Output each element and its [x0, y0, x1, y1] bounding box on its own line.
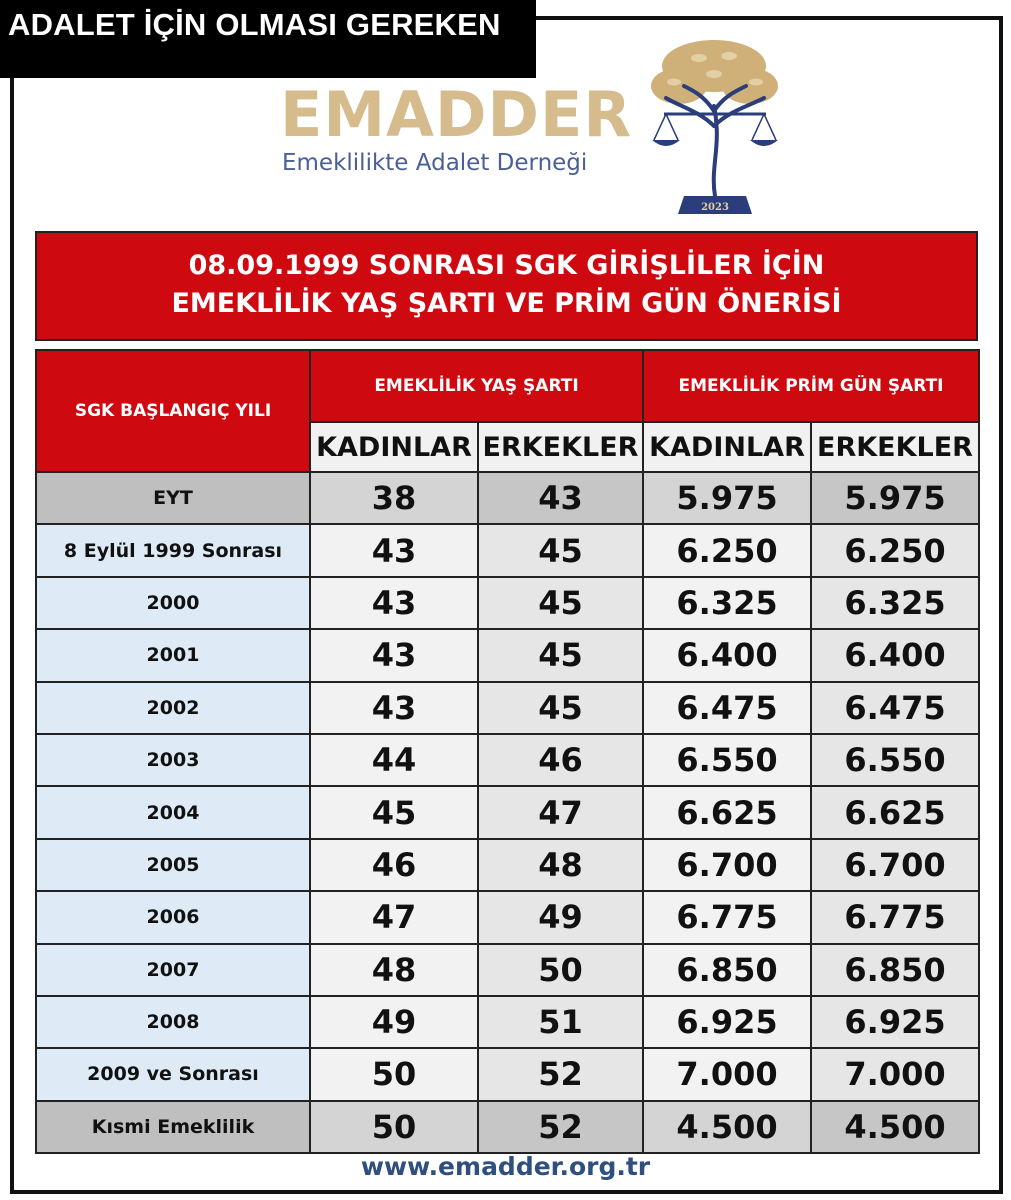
prim-women-cell: 6.400 [643, 629, 811, 681]
age-men-cell: 45 [478, 682, 643, 734]
table-row [36, 1101, 979, 1153]
prim-women-cell: 6.475 [643, 682, 811, 734]
age-men-cell: 47 [478, 786, 643, 838]
header-age: EMEKLİLİK YAŞ ŞARTI [310, 350, 643, 422]
age-men-cell: 43 [478, 472, 643, 524]
age-men-cell: 45 [478, 629, 643, 681]
table-row [36, 577, 979, 629]
prim-men-cell: 6.775 [811, 891, 979, 943]
year-cell: 2008 [36, 996, 310, 1048]
table-row [36, 786, 979, 838]
table-row [36, 1048, 979, 1100]
retirement-table [35, 349, 980, 1154]
logo-subtitle: Emeklilikte Adalet Derneği [282, 150, 588, 176]
year-cell: 8 Eylül 1999 Sonrası [36, 524, 310, 576]
header-year: SGK BAŞLANGIÇ YILI [36, 350, 310, 472]
prim-men-cell: 7.000 [811, 1048, 979, 1100]
age-men-cell: 49 [478, 891, 643, 943]
logo-name: EMADDER [280, 78, 633, 151]
title-box [35, 231, 978, 341]
prim-women-cell: 5.975 [643, 472, 811, 524]
prim-women-cell: 7.000 [643, 1048, 811, 1100]
table-row [36, 944, 979, 996]
title-line-1: 08.09.1999 SONRASI SGK GİRİŞLİLER İÇİN [188, 250, 825, 281]
year-cell: 2001 [36, 629, 310, 681]
age-women-cell: 38 [310, 472, 478, 524]
age-women-cell: 43 [310, 629, 478, 681]
age-men-cell: 50 [478, 944, 643, 996]
prim-men-cell: 6.400 [811, 629, 979, 681]
age-men-cell: 45 [478, 577, 643, 629]
age-women-cell: 44 [310, 734, 478, 786]
prim-women-cell: 6.925 [643, 996, 811, 1048]
year-cell: 2002 [36, 682, 310, 734]
prim-men-cell: 6.700 [811, 839, 979, 891]
table-row [36, 996, 979, 1048]
prim-women-cell: 6.625 [643, 786, 811, 838]
logo [280, 78, 640, 182]
subheader-age-men: ERKEKLER [478, 422, 643, 472]
age-women-cell: 43 [310, 682, 478, 734]
age-men-cell: 45 [478, 524, 643, 576]
prim-women-cell: 4.500 [643, 1101, 811, 1153]
year-cell: 2003 [36, 734, 310, 786]
table-row [36, 472, 979, 524]
age-women-cell: 43 [310, 577, 478, 629]
age-women-cell: 50 [310, 1048, 478, 1100]
prim-women-cell: 6.550 [643, 734, 811, 786]
table-row [36, 891, 979, 943]
table-row [36, 629, 979, 681]
top-banner: ADALET İÇİN OLMASI GEREKEN [0, 0, 536, 78]
age-women-cell: 45 [310, 786, 478, 838]
table-body [36, 472, 979, 1153]
year-cell: Kısmi Emeklilik [36, 1101, 310, 1153]
age-men-cell: 52 [478, 1048, 643, 1100]
prim-women-cell: 6.325 [643, 577, 811, 629]
year-cell: 2004 [36, 786, 310, 838]
year-cell: 2009 ve Sonrası [36, 1048, 310, 1100]
prim-women-cell: 6.700 [643, 839, 811, 891]
age-women-cell: 49 [310, 996, 478, 1048]
prim-men-cell: 6.925 [811, 996, 979, 1048]
age-women-cell: 47 [310, 891, 478, 943]
prim-women-cell: 6.250 [643, 524, 811, 576]
age-women-cell: 43 [310, 524, 478, 576]
year-cell: 2006 [36, 891, 310, 943]
age-men-cell: 48 [478, 839, 643, 891]
year-cell: 2005 [36, 839, 310, 891]
age-women-cell: 46 [310, 839, 478, 891]
prim-men-cell: 6.325 [811, 577, 979, 629]
table-row [36, 734, 979, 786]
prim-men-cell: 6.250 [811, 524, 979, 576]
age-women-cell: 50 [310, 1101, 478, 1153]
header-prim: EMEKLİLİK PRİM GÜN ŞARTI [643, 350, 979, 422]
prim-men-cell: 4.500 [811, 1101, 979, 1153]
age-men-cell: 46 [478, 734, 643, 786]
subheader-prim-women: KADINLAR [643, 422, 811, 472]
prim-men-cell: 5.975 [811, 472, 979, 524]
footer-url: www.emadder.org.tr [360, 1152, 651, 1181]
prim-women-cell: 6.775 [643, 891, 811, 943]
subheader-prim-men: ERKEKLER [811, 422, 979, 472]
table-row [36, 839, 979, 891]
year-cell: 2007 [36, 944, 310, 996]
prim-women-cell: 6.850 [643, 944, 811, 996]
prim-men-cell: 6.475 [811, 682, 979, 734]
title-line-2: EMEKLİLİK YAŞ ŞARTI VE PRİM GÜN ÖNERİSİ [171, 288, 842, 319]
age-women-cell: 48 [310, 944, 478, 996]
prim-men-cell: 6.625 [811, 786, 979, 838]
prim-men-cell: 6.850 [811, 944, 979, 996]
year-cell: 2000 [36, 577, 310, 629]
table-row [36, 682, 979, 734]
age-men-cell: 52 [478, 1101, 643, 1153]
age-men-cell: 51 [478, 996, 643, 1048]
prim-men-cell: 6.550 [811, 734, 979, 786]
justice-tree-emblem-icon [644, 36, 786, 218]
table-row [36, 524, 979, 576]
emblem-year: 2023 [701, 202, 729, 213]
year-cell: EYT [36, 472, 310, 524]
subheader-age-women: KADINLAR [310, 422, 478, 472]
